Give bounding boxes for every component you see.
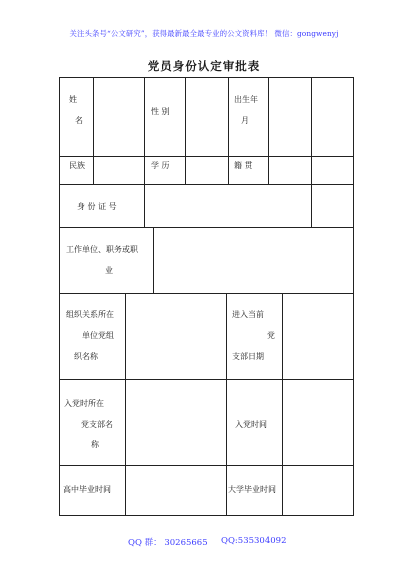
join-branch-date-label: 支部日期 — [232, 352, 264, 361]
join-party-branch-field[interactable] — [126, 380, 226, 465]
birth-date-label: 出生年 — [234, 95, 258, 104]
join-branch-date-field[interactable] — [283, 294, 353, 379]
id-number-label: 身 份 证 号 — [77, 202, 117, 211]
col-divider — [226, 465, 227, 515]
name-label: 姓 — [69, 95, 77, 104]
high-school-grad-label: 高中毕业时间 — [63, 485, 111, 494]
work-unit-label: 业 — [105, 266, 113, 275]
native-place-field[interactable] — [269, 157, 311, 184]
high-school-grad-field[interactable] — [126, 466, 226, 515]
org-relation-label: 织名称 — [74, 352, 98, 361]
footer-qq-group: QQ 群： 30265665 — [128, 538, 208, 548]
join-party-time-label: 入党时间 — [235, 420, 267, 429]
birth-date-label: 月 — [241, 116, 249, 125]
join-party-branch-label: 入党时所在 — [64, 399, 104, 408]
birth-date-field[interactable] — [269, 78, 311, 156]
gender-label: 性 别 — [151, 107, 170, 116]
college-grad-field[interactable] — [283, 466, 353, 515]
education-field[interactable] — [186, 157, 228, 184]
college-grad-label: 大学毕业时间 — [228, 485, 276, 494]
join-party-branch-label: 称 — [91, 440, 99, 449]
join-party-time-field[interactable] — [283, 380, 353, 465]
education-label: 学 历 — [151, 161, 170, 170]
join-branch-date-label: 进入当前 — [232, 310, 264, 319]
join-party-branch-label: 党支部名 — [81, 420, 113, 429]
col-divider — [226, 379, 227, 465]
gender-field[interactable] — [186, 78, 228, 156]
org-relation-label: 组织关系所在 — [66, 310, 114, 319]
col-divider — [226, 293, 227, 379]
org-name-field[interactable] — [126, 294, 226, 379]
name-label: 名 — [75, 116, 83, 125]
work-unit-label: 工作单位、职务或职 — [66, 245, 138, 254]
ethnicity-label: 民族 — [69, 161, 85, 170]
work-unit-field[interactable] — [154, 228, 353, 293]
photo-area[interactable] — [312, 78, 353, 227]
col-divider — [228, 78, 229, 184]
org-relation-label: 单位党组 — [82, 331, 114, 340]
join-branch-date-label: 党 — [267, 331, 275, 340]
col-divider — [144, 78, 145, 184]
name-field[interactable] — [94, 78, 144, 156]
footer-qq-number: QQ:535304092 — [221, 536, 287, 546]
header-promo-note: 关注头条号“公文研究”，获得最新最全最专业的公文资料库！ 微信：gongwenyj — [69, 29, 339, 38]
native-place-label: 籍 贯 — [234, 161, 253, 170]
id-number-field[interactable] — [145, 185, 311, 227]
approval-form-table — [59, 77, 354, 516]
ethnicity-field[interactable] — [94, 157, 144, 184]
page-title: 党员身份认定审批表 — [147, 59, 261, 73]
